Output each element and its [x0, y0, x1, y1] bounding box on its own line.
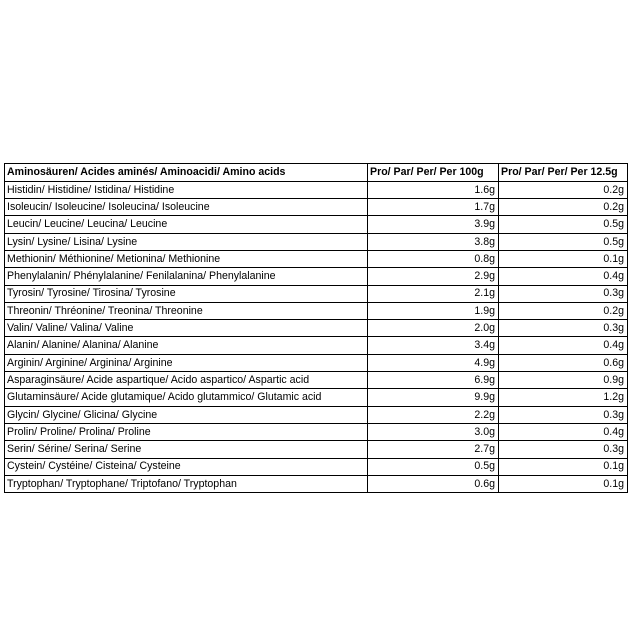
amino-acid-name: Leucin/ Leucine/ Leucina/ Leucine — [5, 216, 368, 233]
header-amino-acids: Aminosäuren/ Acides aminés/ Aminoacidi/ Amino acids — [5, 164, 368, 182]
value-per-12-5g: 0.2g — [499, 302, 628, 319]
amino-acid-name: Arginin/ Arginine/ Arginina/ Arginine — [5, 354, 368, 371]
value-per-12-5g: 0.4g — [499, 337, 628, 354]
value-per-100g: 9.9g — [368, 389, 499, 406]
value-per-100g: 3.0g — [368, 423, 499, 440]
value-per-12-5g: 0.3g — [499, 406, 628, 423]
value-per-100g: 4.9g — [368, 354, 499, 371]
table-row — [5, 199, 628, 216]
amino-acid-name: Serin/ Sérine/ Serina/ Serine — [5, 441, 368, 458]
value-per-100g: 3.4g — [368, 337, 499, 354]
table-row — [5, 389, 628, 406]
amino-acid-name: Prolin/ Proline/ Prolina/ Proline — [5, 423, 368, 440]
value-per-12-5g: 0.3g — [499, 441, 628, 458]
table-body — [5, 181, 628, 492]
table-row — [5, 250, 628, 267]
value-per-100g: 2.9g — [368, 268, 499, 285]
table-row — [5, 181, 628, 198]
amino-acid-name: Phenylalanin/ Phénylalanine/ Fenilalanina/ Phenylalanine — [5, 268, 368, 285]
table-row — [5, 475, 628, 492]
amino-acid-name: Glycin/ Glycine/ Glicina/ Glycine — [5, 406, 368, 423]
value-per-100g: 0.5g — [368, 458, 499, 475]
amino-acid-name: Cystein/ Cystéine/ Cisteina/ Cysteine — [5, 458, 368, 475]
amino-acid-name: Isoleucin/ Isoleucine/ Isoleucina/ Isoleucine — [5, 199, 368, 216]
table-row — [5, 320, 628, 337]
value-per-100g: 2.1g — [368, 285, 499, 302]
amino-acid-name: Threonin/ Thréonine/ Treonina/ Threonine — [5, 302, 368, 319]
amino-acid-name: Asparaginsäure/ Acide aspartique/ Acido aspartico/ Aspartic acid — [5, 372, 368, 389]
table-row — [5, 423, 628, 440]
table-row — [5, 233, 628, 250]
value-per-12-5g: 0.2g — [499, 199, 628, 216]
amino-acid-table — [4, 163, 628, 493]
table-row — [5, 458, 628, 475]
value-per-12-5g: 0.1g — [499, 475, 628, 492]
value-per-100g: 0.6g — [368, 475, 499, 492]
table-row — [5, 372, 628, 389]
value-per-100g: 1.7g — [368, 199, 499, 216]
table-row — [5, 302, 628, 319]
table-row — [5, 441, 628, 458]
amino-acid-name: Tyrosin/ Tyrosine/ Tirosina/ Tyrosine — [5, 285, 368, 302]
amino-acid-name: Lysin/ Lysine/ Lisina/ Lysine — [5, 233, 368, 250]
value-per-12-5g: 0.9g — [499, 372, 628, 389]
value-per-100g: 0.8g — [368, 250, 499, 267]
header-per-100g: Pro/ Par/ Per/ Per 100g — [368, 164, 499, 182]
amino-acid-name: Glutaminsäure/ Acide glutamique/ Acido glutammico/ Glutamic acid — [5, 389, 368, 406]
value-per-12-5g: 0.6g — [499, 354, 628, 371]
table-row — [5, 268, 628, 285]
table-row — [5, 406, 628, 423]
value-per-12-5g: 0.1g — [499, 250, 628, 267]
value-per-100g: 1.6g — [368, 181, 499, 198]
table-row — [5, 337, 628, 354]
amino-acid-name: Tryptophan/ Tryptophane/ Triptofano/ Tryptophan — [5, 475, 368, 492]
value-per-100g: 3.9g — [368, 216, 499, 233]
amino-acid-name: Alanin/ Alanine/ Alanina/ Alanine — [5, 337, 368, 354]
header-per-12-5g: Pro/ Par/ Per/ Per 12.5g — [499, 164, 628, 182]
value-per-100g: 2.0g — [368, 320, 499, 337]
table-row — [5, 285, 628, 302]
value-per-12-5g: 0.2g — [499, 181, 628, 198]
amino-acid-name: Histidin/ Histidine/ Istidina/ Histidine — [5, 181, 368, 198]
value-per-100g: 1.9g — [368, 302, 499, 319]
value-per-12-5g: 0.3g — [499, 285, 628, 302]
amino-acid-name: Valin/ Valine/ Valina/ Valine — [5, 320, 368, 337]
value-per-100g: 3.8g — [368, 233, 499, 250]
table-row — [5, 216, 628, 233]
value-per-12-5g: 0.5g — [499, 233, 628, 250]
table-header-row — [5, 164, 628, 182]
value-per-12-5g: 0.1g — [499, 458, 628, 475]
value-per-100g: 6.9g — [368, 372, 499, 389]
amino-acid-name: Methionin/ Méthionine/ Metionina/ Methionine — [5, 250, 368, 267]
value-per-12-5g: 0.4g — [499, 268, 628, 285]
value-per-12-5g: 0.4g — [499, 423, 628, 440]
value-per-100g: 2.2g — [368, 406, 499, 423]
value-per-12-5g: 0.3g — [499, 320, 628, 337]
value-per-100g: 2.7g — [368, 441, 499, 458]
value-per-12-5g: 1.2g — [499, 389, 628, 406]
value-per-12-5g: 0.5g — [499, 216, 628, 233]
table-row — [5, 354, 628, 371]
